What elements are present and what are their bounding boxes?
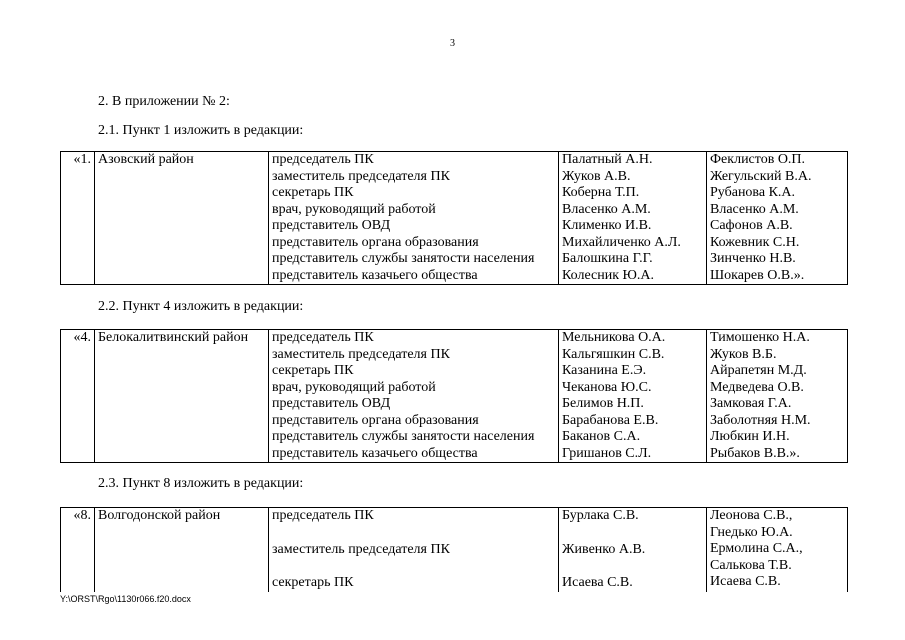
reserve-name: Кожевник С.Н.: [710, 234, 800, 250]
role: представитель органа образования: [272, 412, 479, 428]
reserve-name: Любкин И.Н.: [710, 429, 790, 444]
role: заместитель председателя ПК: [272, 541, 450, 557]
role: секретарь ПК: [272, 363, 354, 378]
commission-table-volgodonskoy: [60, 507, 848, 592]
member-name: Михайличенко А.Л.: [562, 234, 681, 250]
reserve-name: Шокарев О.В.».: [710, 267, 805, 283]
reserve-name: Ермолина С.А.,: [710, 541, 803, 556]
reserve-name: Леонова С.В.,: [710, 508, 793, 523]
item-number: «8.: [61, 508, 95, 592]
paragraph-2-2: 2.2. Пункт 4 изложить в редакции:: [98, 299, 304, 314]
paragraph-2-1: 2.1. Пункт 1 изложить в редакции:: [98, 123, 304, 138]
reserve-name: Рубанова К.А.: [710, 185, 796, 200]
role: представитель ОВД: [272, 218, 391, 233]
member-name: Мельникова О.А.: [562, 330, 666, 345]
main-members-column: [559, 152, 707, 285]
reserve-name: Феклистов О.П.: [710, 152, 806, 167]
member-name: Балошкина Г.Г.: [562, 251, 653, 266]
reserve-name: Замковая Г.А.: [710, 396, 792, 411]
reserve-name: Жегульский В.А.: [710, 168, 812, 184]
roles-column: [269, 330, 559, 463]
item-number: «4.: [61, 330, 95, 463]
member-name: Белимов Н.П.: [562, 396, 644, 411]
role: заместитель председателя ПК: [272, 346, 450, 362]
member-name: Гришанов С.Л.: [562, 445, 652, 461]
role: секретарь ПК: [272, 575, 354, 590]
table-row: [61, 330, 848, 463]
reserve-name: Гнедько Ю.А.: [710, 524, 793, 540]
table-row: [61, 152, 848, 285]
reserve-name: Айрапетян М.Д.: [710, 363, 807, 378]
item-number: «1.: [61, 152, 95, 285]
district-name: Волгодонской район: [95, 508, 269, 592]
role: председатель ПК: [272, 508, 374, 523]
role: представитель службы занятости населения: [272, 251, 535, 266]
paragraph-2: 2. В приложении № 2:: [98, 94, 230, 109]
reserve-name: Заболотняя Н.М.: [710, 412, 811, 428]
role: представитель казачьего общества: [272, 267, 478, 283]
district-name: Белокалитвинский район: [95, 330, 269, 463]
reserve-name: Медведева О.В.: [710, 379, 804, 395]
member-name: Власенко А.М.: [562, 201, 651, 217]
role: врач, руководящий работой: [272, 379, 436, 395]
roles-column: [269, 508, 559, 592]
main-members-column: [559, 330, 707, 463]
role: председатель ПК: [272, 152, 374, 167]
reserve-name: Салькова Т.В.: [710, 557, 792, 573]
member-name: Палатный А.Н.: [562, 152, 653, 167]
reserve-members-column: [707, 330, 848, 463]
district-name: Азовский район: [95, 152, 269, 285]
reserve-name: Зинченко Н.В.: [710, 251, 796, 266]
role: заместитель председателя ПК: [272, 168, 450, 184]
member-name: Барабанова Е.В.: [562, 412, 659, 428]
roles-column: [269, 152, 559, 285]
role: представитель органа образования: [272, 234, 479, 250]
reserve-name: Жуков В.Б.: [710, 346, 777, 362]
member-name: Коберна Т.П.: [562, 185, 640, 200]
page-number: 3: [450, 38, 455, 49]
role: секретарь ПК: [272, 185, 354, 200]
member-name: Колесник Ю.А.: [562, 267, 655, 283]
main-members-column: [559, 508, 707, 592]
member-name: Бурлака С.В.: [562, 508, 639, 523]
file-path-footer: Y:\ORST\Rgo\1130r066.f20.docx: [60, 594, 191, 604]
reserve-name: Исаева С.В.: [710, 574, 781, 589]
member-name: Казанина Е.Э.: [562, 363, 647, 378]
member-name: Баканов С.А.: [562, 429, 641, 444]
role: председатель ПК: [272, 330, 374, 345]
paragraph-2-3: 2.3. Пункт 8 изложить в редакции:: [98, 476, 304, 491]
member-name: Чеканова Ю.С.: [562, 379, 652, 395]
reserve-members-column: [707, 508, 848, 592]
member-name: Кальгяшкин С.В.: [562, 346, 665, 362]
commission-table-belokalitvinsky: [60, 329, 848, 463]
reserve-name: Рыбаков В.В.».: [710, 445, 800, 461]
table-row: [61, 508, 848, 592]
role: представитель казачьего общества: [272, 445, 478, 461]
member-name: Жуков А.В.: [562, 168, 631, 184]
reserve-name: Власенко А.М.: [710, 201, 799, 217]
commission-table-azov: [60, 151, 848, 285]
reserve-name: Сафонов А.В.: [710, 218, 793, 233]
role: представитель ОВД: [272, 396, 391, 411]
role: представитель службы занятости населения: [272, 429, 535, 444]
reserve-members-column: [707, 152, 848, 285]
member-name: Исаева С.В.: [562, 575, 633, 590]
role: врач, руководящий работой: [272, 201, 436, 217]
member-name: Клименко И.В.: [562, 218, 652, 233]
member-name: Живенко А.В.: [562, 541, 646, 557]
reserve-name: Тимошенко Н.А.: [710, 330, 810, 345]
